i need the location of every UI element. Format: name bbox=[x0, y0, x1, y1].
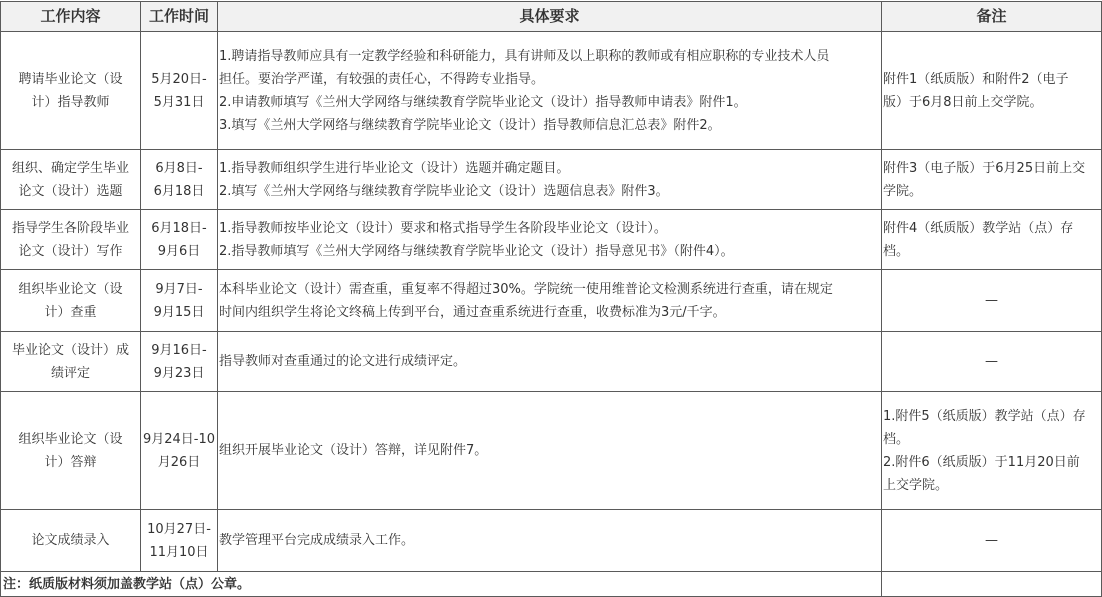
table-row bbox=[1, 32, 1102, 150]
cell-time-line: 9月7日- bbox=[155, 281, 203, 297]
header-row bbox=[1, 2, 1102, 32]
cell-content bbox=[1, 32, 141, 150]
cell-requirements-line: 3.填写《兰州大学网络与继续教育学院毕业论文（设计）指导教师信息汇总表》附件2。 bbox=[219, 117, 721, 133]
cell-content-line: 毕业论文（设计）成 bbox=[11, 342, 129, 358]
cell-requirements-line: 2.指导教师填写《兰州大学网络与继续教育学院毕业论文（设计）指导意见书》（附件4）。 bbox=[219, 243, 734, 259]
cell-time bbox=[141, 32, 218, 150]
cell-requirements bbox=[218, 150, 882, 210]
cell-time bbox=[141, 510, 218, 572]
cell-remarks bbox=[882, 32, 1102, 150]
cell-time bbox=[141, 392, 218, 510]
cell-remarks-line: 附件1（纸质版）和附件2（电子 bbox=[883, 71, 1069, 87]
cell-time bbox=[141, 150, 218, 210]
cell-content-line: 论文成绩录入 bbox=[31, 533, 110, 548]
cell-remarks-line: 档。 bbox=[883, 243, 910, 259]
cell-time-line: 9月16日- bbox=[151, 342, 207, 358]
cell-time-line: 11月10日 bbox=[149, 544, 209, 560]
cell-requirements-line: 担任。要治学严谨，有较强的责任心，不得跨专业指导。 bbox=[219, 71, 545, 87]
cell-requirements bbox=[218, 332, 882, 392]
header-remarks: 备注 bbox=[882, 2, 1102, 32]
cell-requirements-line: 组织开展毕业论文（设计）答辩，详见附件7。 bbox=[219, 443, 488, 458]
cell-content bbox=[1, 392, 141, 510]
cell-remarks-line: 附件3（电子版）于6月25日前上交 bbox=[883, 160, 1086, 176]
cell-requirements-line: 2.填写《兰州大学网络与继续教育学院毕业论文（设计）选题信息表》附件3。 bbox=[219, 183, 669, 199]
cell-requirements-line: 1.指导教师组织学生进行毕业论文（设计）选题并确定题目。 bbox=[219, 160, 570, 176]
table-row bbox=[1, 510, 1102, 572]
cell-requirements-line: 指导教师对查重通过的论文进行成绩评定。 bbox=[219, 354, 467, 369]
cell-time bbox=[141, 332, 218, 392]
cell-remarks-line: 档。 bbox=[883, 431, 910, 447]
cell-time-line: 9月24日-10 bbox=[142, 431, 216, 447]
cell-requirements-line: 1.聘请指导教师应具有一定教学经验和科研能力，具有讲师及以上职称的教师或有相应职称的专业技术人员 bbox=[219, 48, 830, 64]
cell-requirements bbox=[218, 510, 882, 572]
table-row bbox=[1, 392, 1102, 510]
cell-remarks bbox=[882, 150, 1102, 210]
cell-content-line: 指导学生各阶段毕业 bbox=[11, 220, 129, 236]
cell-content-line: 论文（设计）选题 bbox=[18, 183, 123, 199]
cell-requirements-line: 教学管理平台完成成绩录入工作。 bbox=[219, 533, 415, 548]
cell-requirements bbox=[218, 392, 882, 510]
cell-requirements bbox=[218, 210, 882, 270]
cell-requirements-line: 时间内组织学生将论文终稿上传到平台，通过查重系统进行查重，收费标准为3元/千字。 bbox=[219, 304, 726, 320]
footnote-remarks-cell bbox=[882, 572, 1102, 597]
cell-remarks-line: — bbox=[985, 293, 998, 308]
cell-remarks-line: 2.附件6（纸质版）于11月20日前 bbox=[883, 454, 1080, 470]
cell-content bbox=[1, 510, 141, 572]
cell-remarks-line: 版）于6月8日前上交学院。 bbox=[883, 94, 1043, 110]
cell-content bbox=[1, 332, 141, 392]
cell-remarks bbox=[882, 270, 1102, 332]
cell-requirements bbox=[218, 270, 882, 332]
table-row bbox=[1, 210, 1102, 270]
cell-requirements-line: 2.申请教师填写《兰州大学网络与继续教育学院毕业论文（设计）指导教师申请表》附件1。 bbox=[219, 94, 747, 110]
cell-remarks bbox=[882, 332, 1102, 392]
cell-remarks-line: 1.附件5（纸质版）教学站（点）存 bbox=[883, 408, 1086, 424]
cell-content-line: 论文（设计）写作 bbox=[18, 243, 123, 259]
cell-content-line: 组织、确定学生毕业 bbox=[11, 160, 129, 176]
cell-time-line: 6月18日 bbox=[153, 183, 205, 199]
cell-content-line: 计）查重 bbox=[44, 304, 97, 320]
cell-remarks-line: 上交学院。 bbox=[883, 477, 949, 493]
cell-content bbox=[1, 150, 141, 210]
cell-remarks bbox=[882, 210, 1102, 270]
cell-time-line: 月26日 bbox=[157, 454, 201, 470]
header-content: 工作内容 bbox=[1, 2, 141, 32]
cell-time-line: 6月8日- bbox=[155, 160, 203, 176]
cell-content-line: 绩评定 bbox=[50, 365, 90, 381]
cell-requirements bbox=[218, 32, 882, 150]
cell-requirements-line: 本科毕业论文（设计）需查重，重复率不得超过30%。学院统一使用维普论文检测系统进行查重，请在规定 bbox=[219, 281, 833, 297]
cell-content-line: 组织毕业论文（设 bbox=[18, 431, 123, 447]
cell-time-line: 9月23日 bbox=[153, 365, 205, 381]
cell-time-line: 9月15日 bbox=[153, 304, 205, 320]
cell-content-line: 计）指导教师 bbox=[31, 94, 110, 110]
cell-content-line: 聘请毕业论文（设 bbox=[18, 71, 123, 87]
cell-time-line: 9月6日 bbox=[157, 243, 201, 259]
footnote: 注：纸质版材料须加盖教学站（点）公章。 bbox=[1, 572, 882, 597]
cell-remarks-line: — bbox=[985, 533, 998, 548]
cell-time bbox=[141, 270, 218, 332]
cell-time-line: 10月27日- bbox=[147, 521, 211, 537]
header-requirements: 具体要求 bbox=[218, 2, 882, 32]
cell-remarks-line: 附件4（纸质版）教学站（点）存 bbox=[883, 220, 1074, 236]
cell-content bbox=[1, 210, 141, 270]
cell-remarks bbox=[882, 510, 1102, 572]
cell-content-line: 计）答辩 bbox=[44, 454, 97, 470]
cell-remarks-line: — bbox=[985, 354, 998, 369]
thesis-schedule-table bbox=[0, 1, 1102, 597]
cell-remarks-line: 学院。 bbox=[883, 183, 923, 199]
cell-requirements-line: 1.指导教师按毕业论文（设计）要求和格式指导学生各阶段毕业论文（设计）。 bbox=[219, 220, 667, 236]
table-row bbox=[1, 270, 1102, 332]
table-row bbox=[1, 332, 1102, 392]
cell-content-line: 组织毕业论文（设 bbox=[18, 281, 123, 297]
cell-time-line: 6月18日- bbox=[151, 220, 207, 236]
header-time: 工作时间 bbox=[141, 2, 218, 32]
footnote-row bbox=[1, 572, 1102, 597]
cell-time-line: 5月20日- bbox=[151, 71, 207, 87]
cell-remarks bbox=[882, 392, 1102, 510]
cell-content bbox=[1, 270, 141, 332]
cell-time bbox=[141, 210, 218, 270]
table-row bbox=[1, 150, 1102, 210]
cell-time-line: 5月31日 bbox=[153, 94, 205, 110]
